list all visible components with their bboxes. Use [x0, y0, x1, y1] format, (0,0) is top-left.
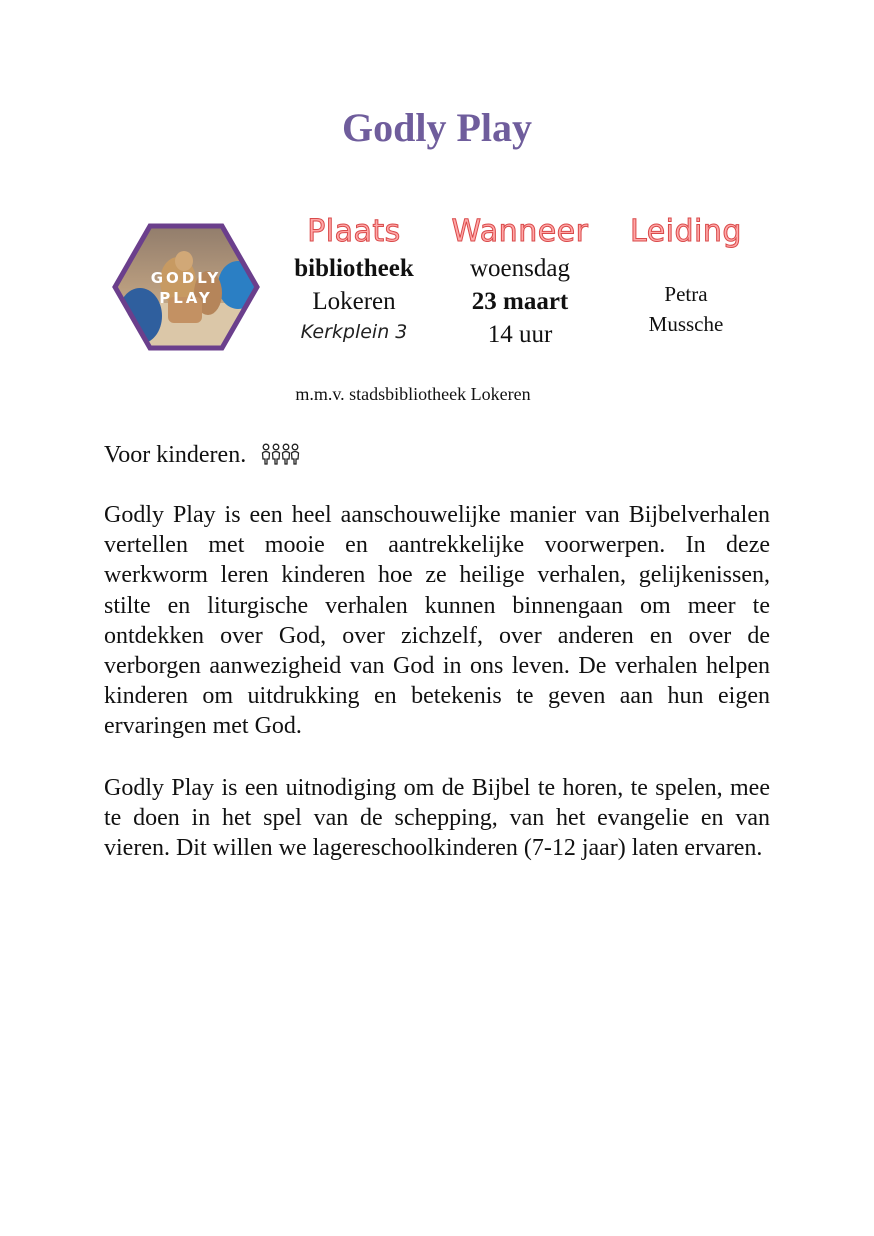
info-column-leiding	[616, 212, 756, 339]
leiding-firstname: Petra	[664, 282, 708, 306]
logo-text-line1: GODLY	[150, 269, 222, 287]
description-paragraph-2: Godly Play is een uitnodiging om de Bijbel te horen, te spelen, mee te doen in het spel van de schepping, van het evangelie en van vieren. Dit willen we lagereschoolkinderen (7-12 jaar) laten ervaren.	[104, 775, 770, 862]
logo-text-line2: PLAY	[159, 289, 213, 307]
people-group-icon	[260, 443, 300, 473]
description-paragraph-1: Godly Play is een heel aanschouwelijke manier van Bijbelverhalen vertellen met mooie en aantrekkelijke voorwerpen. In deze werkworm leren kinderen hoe ze heilige verhalen, gelijkenissen, stilte en liturgische verhalen kunnen binnengaan om meer te ontdekken over God, over zichzelf, over anderen en over de verborgen aanwezigheid van God in ons leven. De verhalen helpen kinderen om uitdrukking en betekenis te geven aan hun eigen ervaringen met God.	[104, 502, 770, 740]
intro-line	[104, 440, 300, 473]
intro-text: Voor kinderen.	[104, 442, 247, 468]
godly-play-logo	[110, 221, 262, 353]
plaats-line-2: Lokeren	[312, 288, 396, 315]
wanneer-time: 14 uur	[487, 321, 553, 348]
wanneer-day: woensdag	[470, 255, 570, 282]
plaats-line-1: bibliotheek	[294, 255, 414, 282]
leiding-heading: Leiding	[630, 214, 742, 249]
plaats-heading: Plaats	[307, 214, 401, 249]
wanneer-heading: Wanneer	[451, 214, 589, 249]
leiding-lastname: Mussche	[648, 312, 724, 336]
plaats-address: Kerkplein 3	[300, 321, 408, 343]
credit-line: m.m.v. stadsbibliotheek Lokeren	[295, 384, 531, 404]
info-column-plaats	[282, 212, 426, 346]
wanneer-date: 23 maart	[471, 288, 569, 315]
info-column-wanneer	[448, 212, 592, 351]
page-title: Godly Play	[341, 105, 533, 150]
